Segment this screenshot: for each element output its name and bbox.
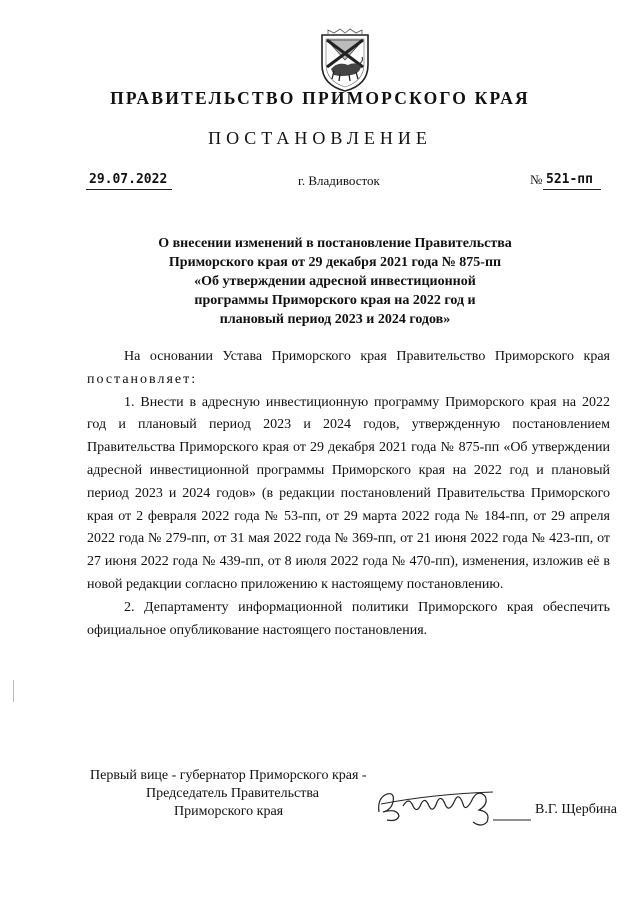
government-title: ПРАВИТЕЛЬСТВО ПРИМОРСКОГО КРАЯ [110, 88, 530, 108]
document-date: 29.07.2022 [89, 172, 168, 187]
role-line-2: Председатель Правительства [146, 786, 319, 801]
subject-line: «Об утверждении адресной инвестиционной [194, 274, 476, 289]
intro-colon: : [191, 371, 196, 387]
handwritten-signature-icon [373, 782, 533, 828]
document-city: г. Владивосток [298, 173, 380, 188]
document-type: ПОСТАНОВЛЕНИЕ [208, 128, 432, 148]
subject-line: плановый период 2023 и 2024 годов» [219, 312, 451, 327]
subject-line: О внесении изменений в постановление Правительства [158, 236, 512, 251]
signatory-role [90, 767, 367, 821]
scan-margin-mark [13, 680, 14, 702]
coat-of-arms-icon [318, 27, 372, 93]
subject-line: программы Приморского края на 2022 год и [194, 293, 476, 308]
number-underline [543, 189, 601, 190]
document-subject [120, 234, 550, 329]
intro-text: На основании Устава Приморского края Правительство Приморского края [124, 349, 610, 364]
subject-line: Приморского края от 29 декабря 2021 года № 875-пп [168, 255, 502, 270]
number-label: № [530, 172, 543, 187]
role-line-3: Приморского края [174, 804, 284, 819]
document-number: 521-пп [546, 172, 593, 187]
document-body [87, 346, 610, 642]
role-line-1: Первый вице - губернатор Приморского края - [90, 768, 367, 783]
item-1-paragraph: 1. Внести в адресную инвестиционную программу Приморского края на 2022 год и плановый период 2023 и 2024 годов, утвержденную постановлением Правительства Приморского края от 29 декабря 2021 года № 875-пп «Об утверждении адресной инвестиционной программы Приморского края на 2022 год и плановый период 2023 и 2024 годов» (в редакции постановлений Правительства Приморского края от 2 февраля 2022 года № 53-пп, от 29 марта 2022 года № 184-пп, от 29 апреля 2022 года № 279-пп, от 31 мая 2022 года № 369-пп, от 21 июня 2022 года № 423-пп, от 27 июня 2022 года № 439-пп, от 8 июля 2022 года № 470-пп), изменения, изложив её в новой редакции согласно приложению к настоящему постановлению. [87, 394, 610, 592]
date-underline [86, 189, 172, 190]
resolves-word: постановляет [87, 371, 192, 387]
item-2-paragraph: 2. Департаменту информационной политики Приморского края обеспечить официальное опубликование настоящего постановления. [87, 599, 610, 638]
signatory-name: В.Г. Щербина [535, 802, 618, 817]
intro-paragraph [87, 346, 610, 392]
